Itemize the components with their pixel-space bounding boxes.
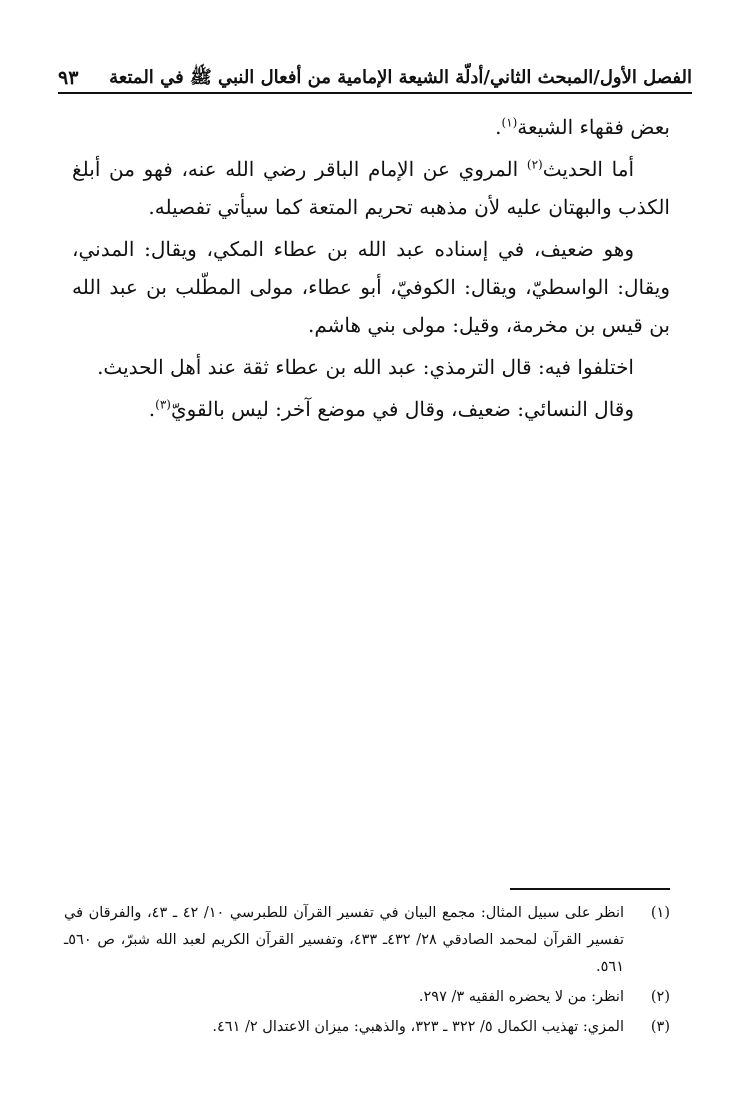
page-number: ٩٣ [58,67,79,89]
footnote-2 [64,984,670,1011]
paragraph-5 [72,390,670,428]
footnote-3-number: (٣) [650,1019,670,1035]
header-title: الفصل الأول/المبحث الثاني/أدلّة الشيعة الإمامية من أفعال النبي ﷺ في المتعة [109,67,692,88]
paragraph-5-text: وقال النسائي: ضعيف، وقال في موضع آخر: ليس بالقويّ [170,397,634,421]
footnote-separator [510,888,670,890]
paragraph-3 [72,230,670,344]
footnote-2-number: (٢) [650,989,670,1005]
paragraph-2-text: المروي عن الإمام الباقر رضي الله عنه، فهو من أبلغ الكذب والبهتان عليه لأن مذهبه تحريم المتعة كما سيأتي تفصيله. [72,157,670,219]
footnote-1 [64,900,670,981]
paragraph-1-text: بعض فقهاء الشيعة [517,115,670,139]
footnote-1-number: (١) [650,905,670,921]
paragraph-4 [72,348,670,386]
paragraph-2 [72,150,670,226]
paragraph-4-text: اختلفوا فيه: قال الترمذي: عبد الله بن عطاء ثقة عند أهل الحديث. [97,355,634,379]
footnote-1-text: انظر على سبيل المثال: مجمع البيان في تفسير القرآن للطبرسي ١٠/ ٤٢ ـ ٤٣، والفرقان في تفسير القرآن لمحمد الصادقي ٢٨/ ٤٣٢ـ ٤٣٣، وتفسير القرآن الكريم لعبد الله شبرّ، ص ٥٦٠ـ ٥٦١. [64,905,625,975]
footnote-2-text: انظر: من لا يحضره الفقيه ٣/ ٢٩٧. [418,989,624,1005]
running-header [58,58,692,94]
paragraph-1 [72,108,670,146]
main-text [72,108,670,432]
paragraph-1-end: . [495,115,502,139]
paragraph-3-text: وهو ضعيف، في إسناده عبد الله بن عطاء المكي، ويقال: المدني، ويقال: الواسطيّ، ويقال: الكوفيّ، أبو عطاء، مولى المطّلب بن عبد الله بن قيس بن مخرمة، وقيل: مولى بني هاشم. [72,237,670,337]
footnote-ref-2[interactable]: (٢) [526,157,543,172]
footnote-3-text: المزي: تهذيب الكمال ٥/ ٣٢٢ ـ ٣٢٣، والذهبي: ميزان الاعتدال ٢/ ٤٦١. [212,1019,624,1035]
footnotes [64,900,670,1044]
paragraph-5-end: . [148,397,156,421]
paragraph-2-start: أما الحديث [542,157,635,181]
footnote-3 [64,1014,670,1041]
footnote-ref-1[interactable]: (١) [501,115,518,130]
footnote-ref-3[interactable]: (٣) [155,397,171,412]
